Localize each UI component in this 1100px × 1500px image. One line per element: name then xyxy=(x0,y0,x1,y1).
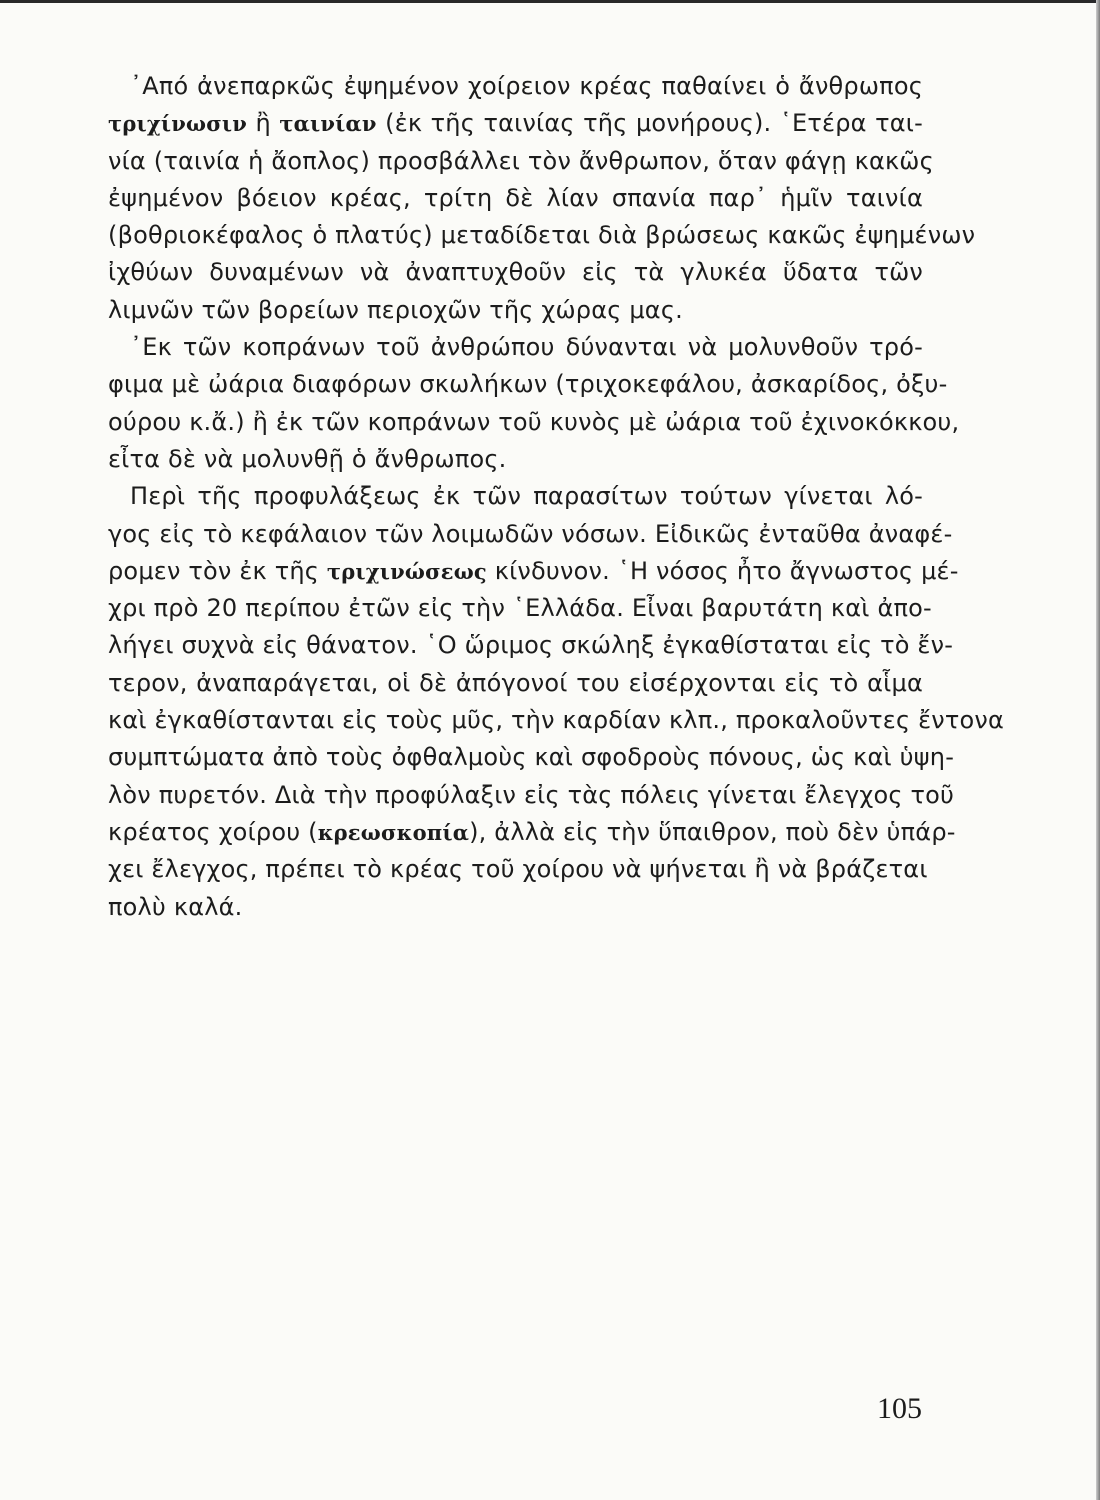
text-line xyxy=(108,105,923,142)
text-run: καὶ ἐγκαθίστανται εἰς τοὺς μῦς, τὴν καρδίαν κλπ., προκαλοῦντες ἔντονα xyxy=(108,706,1005,735)
text-line xyxy=(108,516,953,553)
text-run: κίνδυνον. ῾Η νόσος ἦτο ἄγνωστος μέ- xyxy=(486,556,959,585)
text-run: ἰχθύων δυναμένων νὰ ἀναπτυχθοῦν εἰς τὰ γλυκέα ὕδατα τῶν xyxy=(108,258,923,287)
text-line xyxy=(108,851,928,888)
bold-term: ταινίαν xyxy=(279,111,377,137)
text-line xyxy=(108,739,955,776)
text-run: ρομεν τὸν ἐκ τῆς xyxy=(108,556,327,585)
text-line xyxy=(108,366,948,403)
bold-term: τριχίνωσιν xyxy=(108,111,248,137)
right-page-edge xyxy=(1096,0,1100,1500)
text-run: ᾿Από ἀνεπαρκῶς ἐψημένον χοίρειον κρέας παθαίνει ὁ ἄνθρωπος xyxy=(130,72,923,100)
text-run: χει ἔλεγχος, πρέπει τὸ κρέας τοῦ χοίρου νὰ ψήνεται ἢ νὰ βράζεται xyxy=(108,855,928,884)
text-run: γος εἰς τὸ κεφάλαιον τῶν λοιμωδῶν νόσων. Εἰδικῶς ἐνταῦθα ἀναφέ- xyxy=(108,519,953,548)
text-run: εἶτα δὲ νὰ μολυνθῇ ὁ ἄνθρωπος. xyxy=(108,444,507,473)
text-run: ), ἀλλὰ εἰς τὴν ὕπαιθρον, ποὺ δὲν ὑπάρ- xyxy=(469,817,956,846)
text-run: Περὶ τῆς προφυλάξεως ἐκ τῶν παρασίτων τούτων γίνεται λό- xyxy=(130,482,923,511)
text-run: χρι πρὸ 20 περίπου ἐτῶν εἰς τὴν ῾Ελλάδα. Εἶναι βαρυτάτη καὶ ἀπο- xyxy=(108,594,932,623)
text-run: κρέατος χοίρου ( xyxy=(108,817,318,846)
text-line xyxy=(108,217,976,254)
text-line xyxy=(108,665,923,702)
text-run: ἢ xyxy=(247,109,280,138)
text-run: (ἐκ τῆς ταινίας τῆς μονήρους). ῾Ετέρα ται- xyxy=(376,109,923,138)
text-run: (βοθριοκέφαλος ὁ πλατύς) μεταδίδεται διὰ βρώσεως κακῶς ἐψημένων xyxy=(108,221,976,250)
text-line xyxy=(108,329,923,366)
text-line xyxy=(108,590,932,627)
top-edge-rule xyxy=(0,0,1100,3)
text-run: λὸν πυρετόν. Διὰ τὴν προφύλαξιν εἰς τὰς πόλεις γίνεται ἔλεγχος τοῦ xyxy=(108,780,955,809)
text-line xyxy=(108,68,923,105)
text-line xyxy=(108,143,934,180)
text-run: ούρου κ.ἄ.) ἢ ἐκ τῶν κοπράνων τοῦ κυνὸς μὲ ὠάρια τοῦ ἐχινοκόκκου, xyxy=(108,407,960,436)
text-line xyxy=(108,627,954,664)
bold-term: τριχινώσεως xyxy=(326,558,487,584)
body-text xyxy=(108,68,1005,926)
text-run: λιμνῶν τῶν βορείων περιοχῶν τῆς χώρας μας. xyxy=(108,295,683,324)
text-run: λήγει συχνὰ εἰς θάνατον. ῾Ο ὥριμος σκώληξ ἐγκαθίσταται εἰς τὸ ἔν- xyxy=(108,631,954,660)
text-line xyxy=(108,292,923,329)
page-number: 105 xyxy=(877,1392,922,1425)
text-run: ἐψημένον βόειον κρέας, τρίτη δὲ λίαν σπανία παρ᾿ ἡμῖν ταινία xyxy=(108,183,923,212)
text-run: τερον, ἀναπαράγεται, οἱ δὲ ἀπόγονοί του εἰσέρχονται εἰς τὸ αἷμα xyxy=(108,668,923,697)
text-run: συμπτώματα ἀπὸ τοὺς ὀφθαλμοὺς καὶ σφοδροὺς πόνους, ὡς καὶ ὑψη- xyxy=(108,743,955,772)
text-line xyxy=(108,889,923,926)
text-run: ᾿Εκ τῶν κοπράνων τοῦ ἀνθρώπου δύνανται νὰ μολυνθοῦν τρό- xyxy=(130,333,923,362)
text-line xyxy=(108,553,959,590)
text-run: φιμα μὲ ὠάρια διαφόρων σκωλήκων (τριχοκεφάλου, ἀσκαρίδος, ὀξυ- xyxy=(108,370,948,399)
text-line xyxy=(108,814,956,851)
text-line xyxy=(108,777,955,814)
text-run: νία (ταινία ἡ ἄοπλος) προσβάλλει τὸν ἄνθρωπον, ὅταν φάγῃ κακῶς xyxy=(108,146,934,175)
text-line xyxy=(108,702,1005,739)
bold-term: κρεωσκοπία xyxy=(317,819,470,845)
text-line xyxy=(108,478,923,515)
text-line xyxy=(108,180,923,217)
text-line xyxy=(108,441,923,478)
text-line xyxy=(108,254,923,291)
text-line xyxy=(108,404,960,441)
text-run: πολὺ καλά. xyxy=(108,892,243,921)
